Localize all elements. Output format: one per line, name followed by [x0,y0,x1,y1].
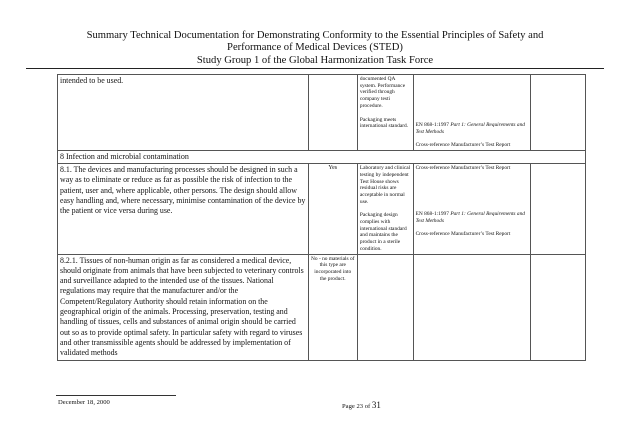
method-text: Laboratory and clinical testing by independent Test House shows residual risks are acceptable in normal use. [359,165,411,205]
footer-date: December 18, 2000 [58,399,110,406]
method-cell [357,254,413,360]
method-text: Packaging meets international standard. [359,116,409,130]
requirement-cell: 8.1. The devices and manufacturing processes should be designed in such a way as to eliminate or reduce as far as possible the risk of infection to the patient, user and, where applicable, other persons. The design should allow easy handling and, where necessary, minimise contamination of the device by the patient or vice versa during use. [58,164,309,254]
document-header [0,30,630,67]
method-cell [357,164,413,254]
test-report-reference: Cross-reference Manufacturer’s Test Report [415,165,511,172]
section-heading-row [58,151,586,164]
method-cell [357,75,413,151]
footer-rule [56,395,176,396]
test-report-reference: Cross-reference Manufacturer’s Test Report [415,231,511,238]
requirement-cell: 8.2.1. Tissues of non-human origin as far as considered a medical device, should originate from animals that have been subjected to veterinary controls and surveillance adapted to the intended use of the tissues. National regulations may require that the manufacturer and/or the Competent/Regulatory Authority should retain information on the geographical origin of the animals. Processing, preservation, testing and handling of tissues, cells and substances of animal origin should be carried out so as to provide optimal safety. In particular safety with regard to viruses and other transmissible agents should be addressed by implementation of validated methods [58,254,309,360]
standard-reference: EN 868-1:1997 Part 1: General Requirements and Test Methods [415,210,525,224]
header-rule [26,68,604,69]
evidence-cell [531,254,586,360]
header-title-line2: Performance of Medical Devices (STED) [227,42,403,54]
table-row [58,164,586,254]
header-title-line3: Study Group 1 of the Global Harmonization Task Force [196,54,434,66]
method-text: Packaging design complies with international standard and maintains the product in a sterile condition. [359,212,407,252]
evidence-cell [531,75,586,151]
page-number: Page 23 of 31 [342,400,381,410]
reference-cell [413,75,531,151]
section-heading: 8 Infection and microbial contamination [58,151,586,164]
test-report-reference: Cross-reference Manufacturer’s Test Report [415,142,511,149]
reference-cell [413,254,531,360]
method-text: documented QA system. Performance verified through company testi procedure. [359,76,406,109]
evidence-cell [531,164,586,254]
table-row [58,75,586,151]
applicable-cell [308,75,357,151]
standard-reference: EN 868-1:1997 Part 1: General Requirements and Test Methods [415,122,525,135]
reference-cell [413,164,531,254]
table-row [58,254,586,360]
applicable-cell: No - no materials of this type are incorporated into the product. [308,254,357,360]
requirement-cell: intended to be used. [58,75,309,151]
applicable-cell: Yes [308,164,357,254]
header-title-line1: Summary Technical Documentation for Demonstrating Conformity to the Essential Principles of Safety and [86,30,544,41]
conformity-table [57,74,586,361]
